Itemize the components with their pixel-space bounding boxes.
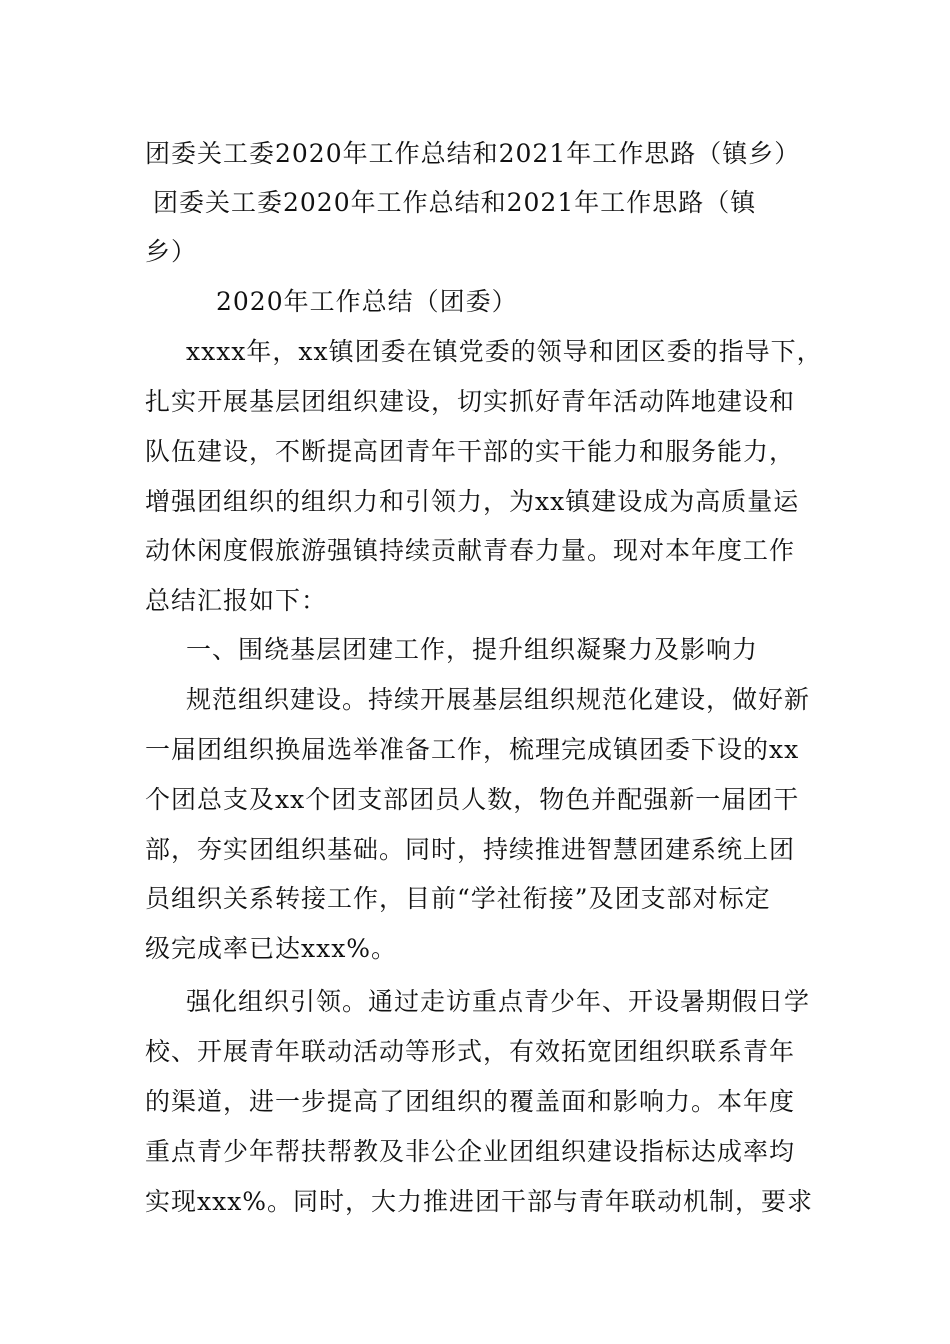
intro-paragraph-line: 队伍建设，不断提高团青年干部的实干能力和服务能力， <box>145 437 796 466</box>
intro-paragraph-line: 动休闲度假旅游强镇持续贡献青春力量。现对本年度工作 <box>145 536 796 565</box>
subheading-1: 一、围绕基层团建工作，提升组织凝聚力及影响力 <box>186 635 759 664</box>
paragraph-2-line: 个团总支及xx个团支部团员人数，物色并配强新一届团干 <box>145 785 800 814</box>
document-title-line: 团委关工委2020年工作总结和2021年工作思路（镇乡） <box>145 139 801 168</box>
paragraph-2-line: 级完成率已达xxx%。 <box>145 934 398 963</box>
paragraph-2-line: 员组织关系转接工作，目前“学社衔接”及团支部对标定 <box>145 884 771 913</box>
paragraph-3-line: 校、开展青年联动活动等形式，有效拓宽团组织联系青年 <box>145 1037 796 1066</box>
paragraph-2-line: 一届团组织换届选举准备工作，梳理完成镇团委下设的xx <box>145 735 800 764</box>
repeated-title-line-1: 团委关工委2020年工作总结和2021年工作思路（镇 <box>153 188 757 217</box>
paragraph-2-line: 部，夯实团组织基础。同时，持续推进智慧团建系统上团 <box>145 835 796 864</box>
paragraph-3-line: 的渠道，进一步提高了团组织的覆盖面和影响力。本年度 <box>145 1087 796 1116</box>
intro-paragraph-line: 总结汇报如下： <box>145 586 328 615</box>
repeated-title-line-2: 乡） <box>145 237 198 266</box>
intro-paragraph-line: xxxx年，xx镇团委在镇党委的领导和团区委的指导下， <box>186 337 823 366</box>
paragraph-3-line: 强化组织引领。通过走访重点青少年、开设暑期假日学 <box>186 987 811 1016</box>
section-heading: 2020年工作总结（团委） <box>216 287 518 316</box>
intro-paragraph-line: 增强团组织的组织力和引领力，为xx镇建设成为高质量运 <box>145 487 800 516</box>
paragraph-3-line: 实现xxx%。同时，大力推进团干部与青年联动机制，要求 <box>145 1187 814 1216</box>
paragraph-2-line: 规范组织建设。持续开展基层组织规范化建设，做好新 <box>186 685 811 714</box>
paragraph-3-line: 重点青少年帮扶帮教及非公企业团组织建设指标达成率均 <box>145 1137 796 1166</box>
intro-paragraph-line: 扎实开展基层团组织建设，切实抓好青年活动阵地建设和 <box>145 387 796 416</box>
